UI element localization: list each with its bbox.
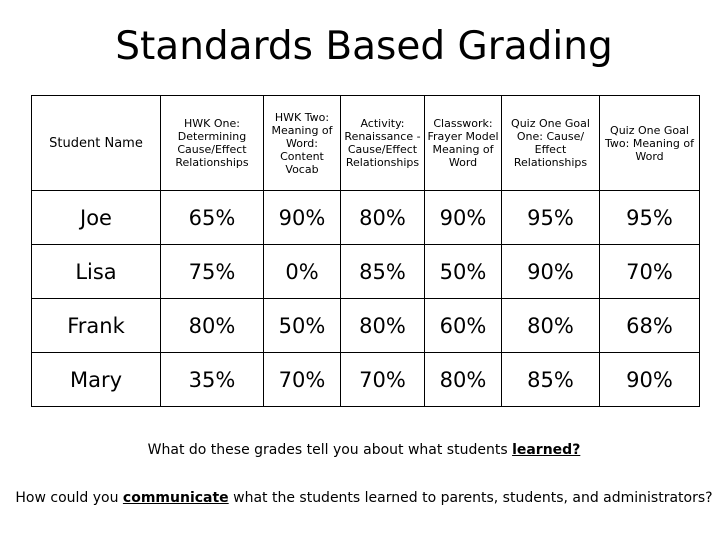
grades-table	[31, 95, 700, 407]
question-learned	[0, 440, 728, 460]
score-cell: 65%	[161, 191, 264, 245]
student-name-cell: Lisa	[32, 245, 161, 299]
question-learned-text: What do these grades tell you about what students	[147, 442, 513, 458]
table-row	[32, 353, 700, 407]
column-header-student-name: Student Name	[32, 96, 161, 191]
score-cell: 90%	[264, 191, 341, 245]
student-name-cell: Mary	[32, 353, 161, 407]
score-cell: 90%	[425, 191, 502, 245]
score-cell: 85%	[502, 353, 600, 407]
score-cell: 70%	[341, 353, 425, 407]
score-cell: 50%	[425, 245, 502, 299]
student-name-cell: Frank	[32, 299, 161, 353]
score-cell: 80%	[425, 353, 502, 407]
table-row	[32, 245, 700, 299]
score-cell: 90%	[600, 353, 700, 407]
score-cell: 80%	[341, 299, 425, 353]
column-header-hwk-one: HWK One: Determining Cause/Effect Relationships	[161, 96, 264, 191]
score-cell: 80%	[502, 299, 600, 353]
column-header-quiz-goal-two: Quiz One Goal Two: Meaning of Word	[600, 96, 700, 191]
score-cell: 70%	[600, 245, 700, 299]
score-cell: 70%	[264, 353, 341, 407]
score-cell: 90%	[502, 245, 600, 299]
header-row	[32, 96, 700, 191]
score-cell: 80%	[161, 299, 264, 353]
score-cell: 85%	[341, 245, 425, 299]
question-communicate-text: How could you	[15, 490, 123, 506]
column-header-classwork: Classwork: Frayer Model Meaning of Word	[425, 96, 502, 191]
score-cell: 80%	[341, 191, 425, 245]
column-header-activity: Activity: Renaissance - Cause/Effect Relationships	[341, 96, 425, 191]
score-cell: 95%	[600, 191, 700, 245]
emphasis-communicate: communicate	[122, 490, 229, 506]
score-cell: 50%	[264, 299, 341, 353]
score-cell: 68%	[600, 299, 700, 353]
score-cell: 60%	[425, 299, 502, 353]
table-row	[32, 299, 700, 353]
question-communicate	[0, 488, 728, 508]
question-communicate-rest: what the students learned to parents, students, and administrators?	[228, 490, 713, 506]
column-header-quiz-goal-one: Quiz One Goal One: Cause/ Effect Relationships	[502, 96, 600, 191]
score-cell: 75%	[161, 245, 264, 299]
student-name-cell: Joe	[32, 191, 161, 245]
table-row	[32, 191, 700, 245]
slide-title: Standards Based Grading	[115, 24, 613, 69]
column-header-hwk-two: HWK Two: Meaning of Word: Content Vocab	[264, 96, 341, 191]
score-cell: 35%	[161, 353, 264, 407]
emphasis-learned: learned?	[512, 442, 581, 458]
score-cell: 0%	[264, 245, 341, 299]
score-cell: 95%	[502, 191, 600, 245]
